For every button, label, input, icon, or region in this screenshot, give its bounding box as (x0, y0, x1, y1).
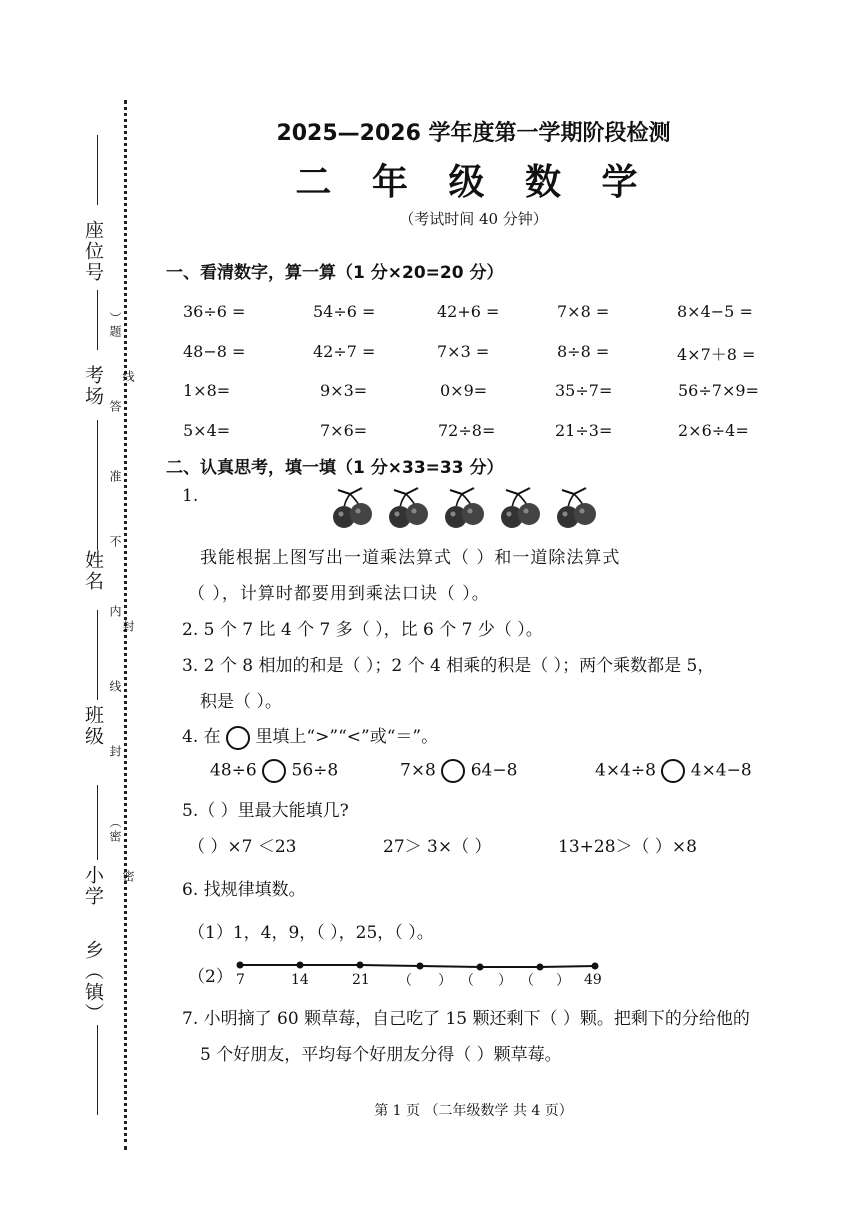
calc-item: 42÷7 = (313, 342, 376, 361)
warn-char: 封 (108, 745, 122, 757)
calc-item: 2×6÷4= (678, 421, 749, 440)
calc-item: 7×6= (320, 421, 368, 440)
exam-duration: （考试时间 40 分钟） (399, 210, 548, 228)
q4-item (210, 759, 338, 783)
q7-text-a: 7. 小明摘了 60 颗草莓，自己吃了 15 颗还剩下（ ）颗。把剩下的分给他的 (182, 1009, 750, 1029)
q2-text: 2. 5 个 7 比 4 个 7 多（ ），比 6 个 7 少（ ）。 (182, 620, 543, 640)
tick-label: ） (438, 973, 452, 989)
q4-left: 7×8 (400, 760, 436, 781)
cherry-pair-icon (557, 488, 596, 528)
compare-circle[interactable] (262, 759, 286, 783)
calc-item: 5×4= (183, 421, 231, 440)
tick-label: ） (498, 973, 512, 989)
q4-left: 4×4÷8 (595, 760, 656, 781)
q3-text-b: 积是（ ）。 (200, 692, 282, 712)
cherry-pair-icon (389, 488, 428, 528)
q1-text-a: 我能根据上图写出一道乘法算式（ ）和一道除法算式 (200, 548, 621, 568)
section1-title: 一、看清数字，算一算（1 分×20=20 分） (166, 263, 504, 283)
warn-char: （ (108, 816, 122, 828)
tick-label: 21 (352, 972, 370, 988)
warn-char: 答 (108, 400, 122, 412)
page-footer: 第 1 页 （二年级数学 共 4 页） (374, 1103, 573, 1119)
cherry-picture (330, 484, 610, 530)
q6-title: 6. 找规律填数。 (182, 880, 306, 900)
q4-right: 4×4−8 (690, 760, 752, 781)
tick-label: 14 (291, 972, 309, 988)
calc-item: 1×8= (183, 381, 231, 400)
calc-item: 7×8 = (557, 302, 610, 321)
cherry-pair-icon (501, 488, 540, 528)
compare-circle[interactable] (661, 759, 685, 783)
calc-item: 36÷6 = (183, 302, 246, 321)
calc-item: 8÷8 = (557, 342, 610, 361)
q5-title: 5.（ ）里最大能填几? (182, 801, 349, 821)
exam-title: 2025—2026 学年度第一学期阶段检测 (276, 121, 671, 146)
warn-char: 准 (108, 470, 122, 482)
calc-item: 8×4−5 = (677, 302, 753, 321)
school-underline (97, 785, 98, 860)
calc-item: 35÷7= (555, 381, 613, 400)
warn-char: 不 (108, 535, 122, 547)
q6-part2-label: （2） (188, 967, 233, 987)
calc-item: 21÷3= (555, 421, 613, 440)
name-underline (97, 420, 98, 550)
subject-title: 二 年 级 数 学 (295, 162, 652, 203)
cherry-pair-icon (333, 488, 372, 528)
q3-text-a: 3. 2 个 8 相加的和是（ ）；2 个 4 相乘的积是（ ）；两个乘数都是 5， (182, 656, 715, 676)
warn-char: 线 (121, 370, 135, 382)
q5-item: 13+28＞（ ）×8 (558, 837, 697, 857)
class-underline (97, 610, 98, 700)
section2-title: 二、认真思考，填一填（1 分×33=33 分） (166, 458, 504, 478)
warn-char: 内 (108, 605, 122, 617)
tick-label: （ (398, 973, 412, 989)
warn-char: 题 (108, 325, 122, 337)
calc-item: 4×7＋8 = (677, 345, 756, 364)
warn-char: 封 (121, 620, 135, 632)
compare-circle[interactable] (441, 759, 465, 783)
calc-item: 48−8 = (183, 342, 246, 361)
calc-item: 72÷8= (438, 421, 496, 440)
q4-title (182, 722, 438, 750)
tick-label: ） (556, 973, 570, 989)
class-label: 班级 (82, 705, 104, 747)
circle-icon (226, 726, 250, 750)
calc-item: 56÷7×9= (678, 381, 759, 400)
q4-title-a: 4. 在 (182, 727, 221, 747)
room-label: 考场 (82, 365, 104, 407)
q6-part1: （1）1，4，9，（ ），25，（ ）。 (188, 923, 434, 943)
cherry-pair-icon (445, 488, 484, 528)
calc-item: 7×3 = (437, 342, 490, 361)
warn-char: 线 (108, 680, 122, 692)
number-line (230, 955, 610, 995)
warn-char: 密 (121, 870, 135, 882)
calc-item: 9×3= (320, 381, 368, 400)
warn-char: 密 (108, 830, 122, 842)
q4-title-b: 里填上“>”“<”或“＝”。 (255, 727, 439, 747)
seat-label: 座位号 (82, 220, 104, 283)
room-underline (97, 290, 98, 350)
tick-label: 49 (584, 972, 602, 988)
q5-item: 27＞ 3×（ ） (383, 837, 492, 857)
q7-text-b: 5 个好朋友，平均每个好朋友分得（ ）颗草莓。 (200, 1045, 562, 1065)
tick-label: （ (460, 973, 474, 989)
q4-item (595, 759, 752, 783)
warn-char: ） (108, 312, 122, 324)
school-label: 小学 (82, 865, 104, 907)
tick-label: 7 (236, 972, 245, 988)
q1-number: 1. (182, 486, 199, 506)
calc-item: 0×9= (440, 381, 488, 400)
q1-text-b: （ ），计算时都要用到乘法口诀（ ）。 (188, 584, 490, 604)
calc-item: 54÷6 = (313, 302, 376, 321)
tick-label: （ (520, 973, 534, 989)
q4-right: 64−8 (470, 760, 518, 781)
q4-right: 56÷8 (291, 760, 339, 781)
calc-item: 42+6 = (437, 302, 500, 321)
q4-left: 48÷6 (210, 760, 257, 781)
name-label: 姓名 (82, 550, 104, 592)
q5-item: （ ）×7 ＜23 (188, 837, 297, 857)
q4-item (400, 759, 517, 783)
town-label: 乡（镇） (82, 940, 104, 1024)
